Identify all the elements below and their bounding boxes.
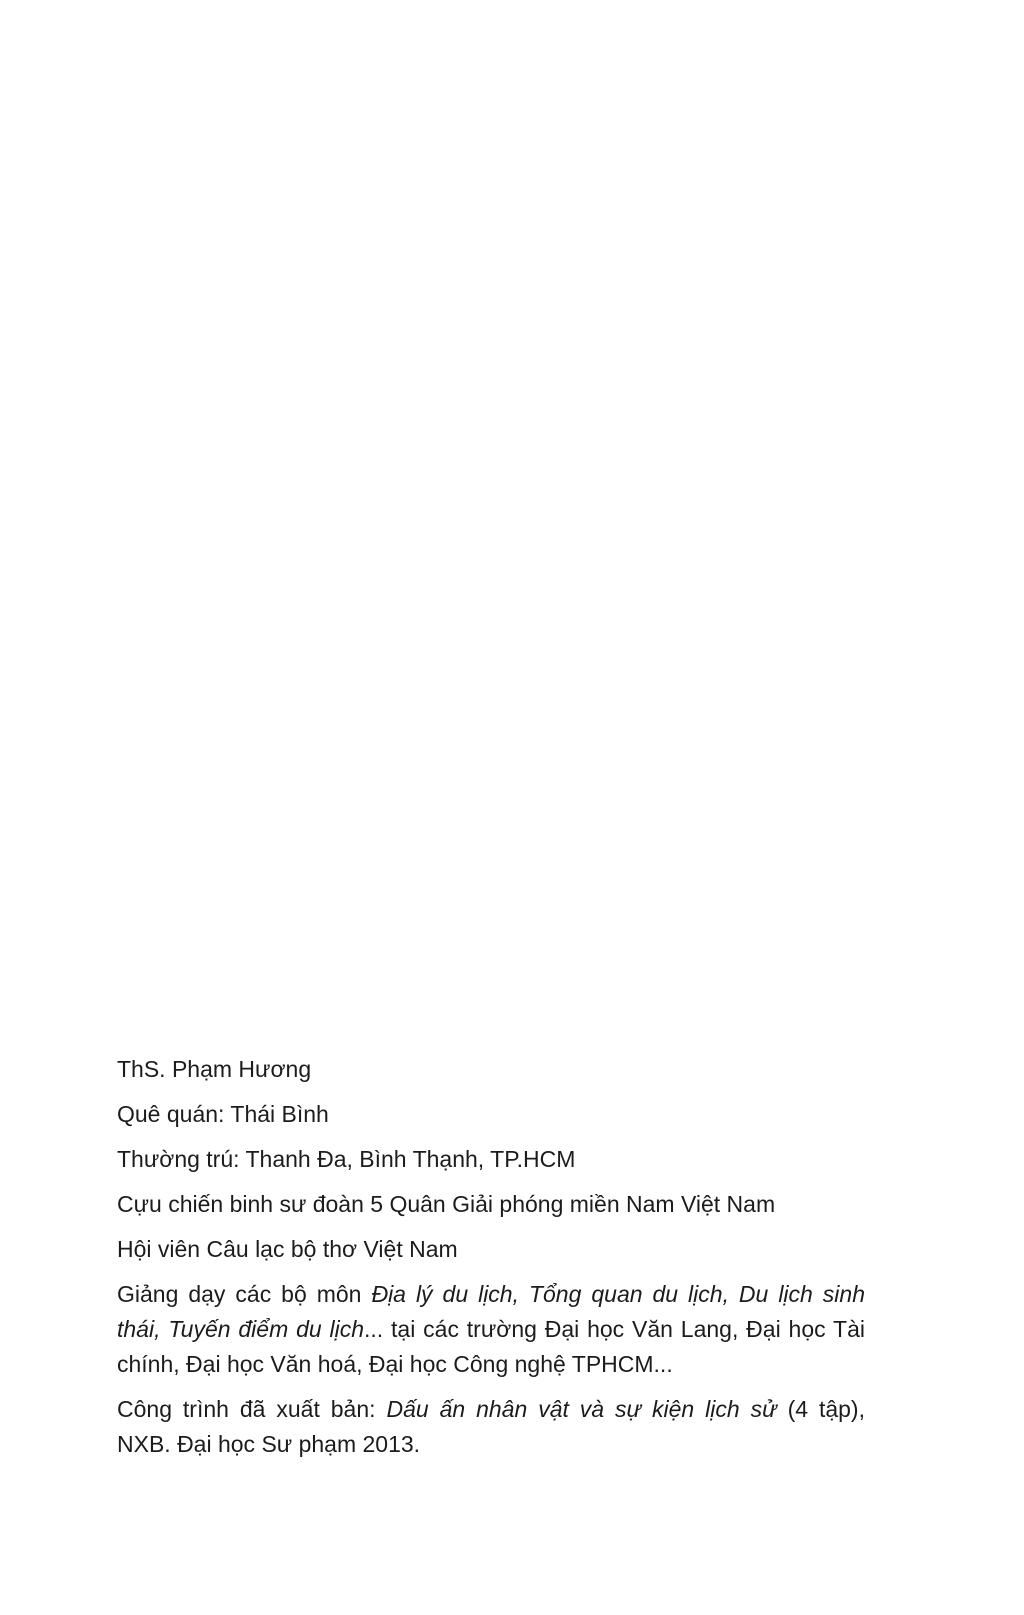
author-membership: Hội viên Câu lạc bộ thơ Việt Nam — [117, 1236, 458, 1262]
teaching-text: ... tại các trường Đại học Văn Lang, Đại học Tài — [364, 1316, 865, 1342]
teaching-line-2 — [117, 1312, 865, 1347]
author-residence: Thường trú: Thanh Đa, Bình Thạnh, TP.HCM — [117, 1146, 576, 1172]
author-bio — [117, 1052, 865, 1472]
publications-paragraph — [117, 1392, 865, 1462]
publications-text: (4 tập), — [776, 1396, 865, 1422]
course-titles: thái, Tuyến điểm du lịch — [117, 1316, 365, 1342]
publication-title: Dấu ấn nhân vật và sự kiện lịch sử — [386, 1396, 777, 1422]
author-hometown: Quê quán: Thái Bình — [117, 1101, 329, 1127]
teaching-line-3 — [117, 1347, 865, 1382]
author-veteran-info: Cựu chiến binh sư đoàn 5 Quân Giải phóng miền Nam Việt Nam — [117, 1191, 776, 1217]
teaching-paragraph — [117, 1277, 865, 1382]
publications-line-2 — [117, 1427, 865, 1462]
publications-text: Công trình đã xuất bản: — [117, 1396, 387, 1422]
course-titles: Địa lý du lịch, Tổng quan du lịch, Du lịch sinh — [371, 1281, 865, 1307]
teaching-line-1 — [117, 1277, 865, 1312]
author-name: ThS. Phạm Hương — [117, 1056, 312, 1082]
teaching-text: Giảng dạy các bộ môn — [117, 1281, 372, 1307]
publications-text: NXB. Đại học Sư phạm 2013. — [117, 1431, 421, 1457]
publications-line-1 — [117, 1392, 865, 1427]
teaching-text: chính, Đại học Văn hoá, Đại học Công nghệ TPHCM... — [117, 1351, 673, 1377]
